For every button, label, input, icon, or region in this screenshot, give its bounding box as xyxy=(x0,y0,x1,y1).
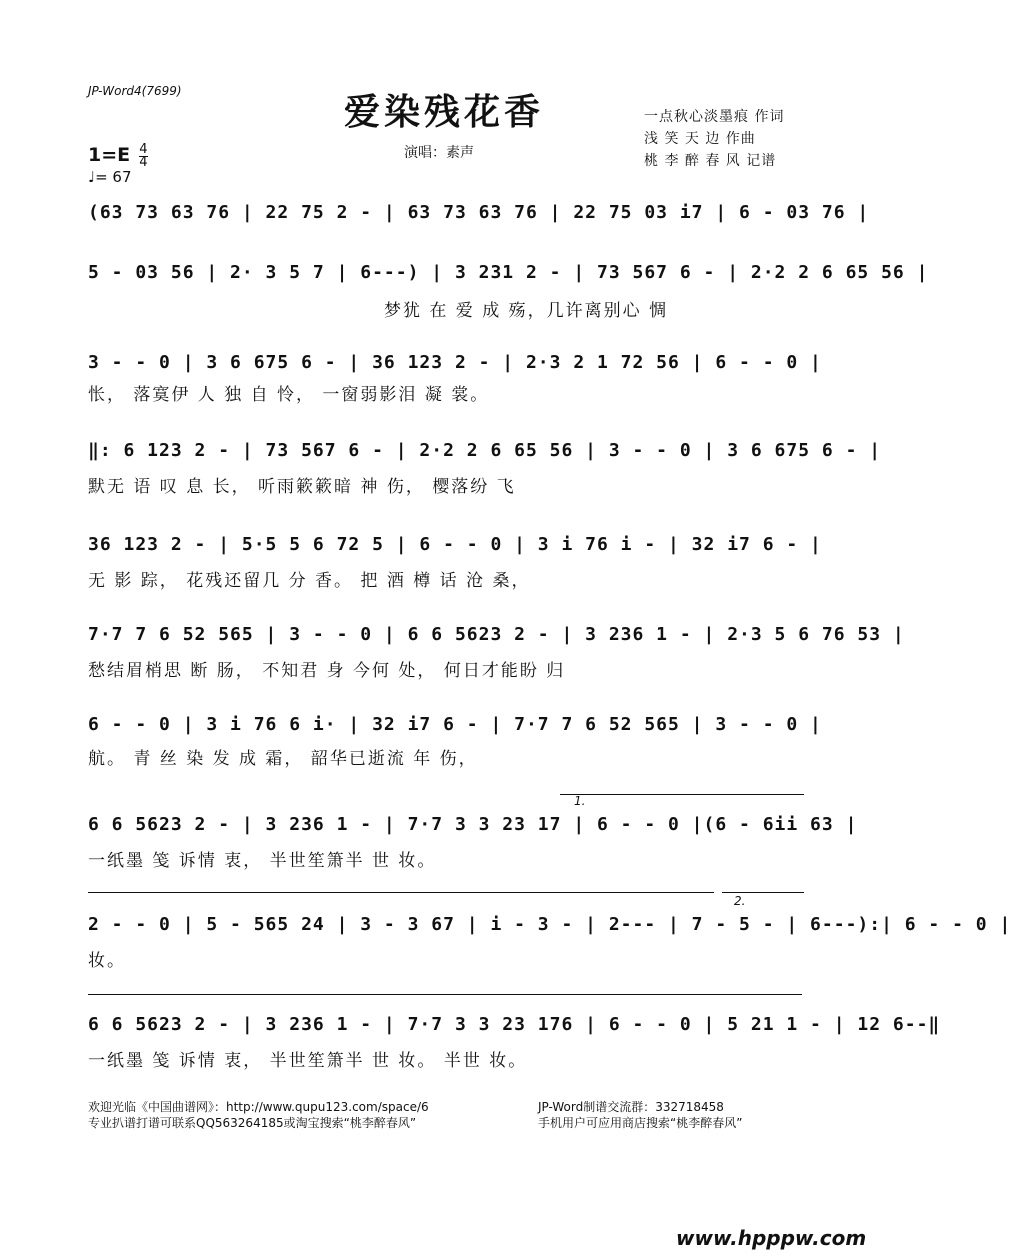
volta-1-line xyxy=(560,794,804,795)
score-system-7: 6 - - 0 | 3 i 76 6 i· | 32 i7 6 - | 7·7 7 6 52 565 | 3 - - 0 | xyxy=(88,714,822,735)
volta-1-label: 1. xyxy=(574,794,586,808)
lyrics-line-9: 妆。 xyxy=(88,951,126,971)
lyrics-line-6: 愁结眉梢思 断 肠， 不知君 身 今何 处， 何日才能盼 归 xyxy=(88,661,566,681)
singer-credit: 演唱：素声 xyxy=(404,145,474,161)
score-system-1: (63 73 63 76 | 22 75 2 - | 63 73 63 76 | 22 75 03 i7 | 6 - 03 76 | xyxy=(88,202,870,223)
song-title: 爱染残花香 xyxy=(343,91,544,133)
key-label: 1=E xyxy=(88,144,131,166)
time-top: 4 xyxy=(139,142,148,157)
score-system-10: 6 6 5623 2 - | 3 236 1 - | 7·7 3 3 23 176 | 6 - - 0 | 5 21 1 - | 12 6--‖ xyxy=(88,1014,941,1035)
lyrics-line-2: 梦犹 在 爱 成 殇，几许离别心 惆 xyxy=(384,301,669,321)
transcriber-credit: 桃 李 醉 春 风 记谱 xyxy=(644,153,777,169)
composer-credit: 浅 笑 天 边 作曲 xyxy=(644,131,756,147)
footer-group-note: JP-Word制谱交流群：332718458 xyxy=(538,1100,724,1114)
score-system-4: ‖: 6 123 2 - | 73 567 6 - | 2·2 2 6 65 56 | 3 - - 0 | 3 6 675 6 - | xyxy=(88,440,882,461)
volta-2-line xyxy=(722,892,804,893)
footer-mobile-note: 手机用户可应用商店搜索“桃李醉春风” xyxy=(538,1116,743,1130)
lyrics-line-3: 怅， 落寞伊 人 独 自 怜， 一窗弱影泪 凝 裳。 xyxy=(88,385,490,405)
volta-2-continuation xyxy=(88,994,802,995)
score-system-2: 5 - 03 56 | 2· 3 5 7 | 6---) | 3 231 2 - | 73 567 6 - | 2·2 2 6 65 56 | xyxy=(88,262,929,283)
score-system-6: 7·7 7 6 52 565 | 3 - - 0 | 6 6 5623 2 - | 3 236 1 - | 2·3 5 6 76 53 | xyxy=(88,624,905,645)
time-signature xyxy=(139,144,147,169)
lyrics-line-4: 默无 语 叹 息 长， 听雨簌簌暗 神 伤， 樱落纷 飞 xyxy=(88,477,516,497)
footer-website-note: 欢迎光临《中国曲谱网》：http://www.qupu123.com/space/6 xyxy=(88,1100,429,1114)
key-signature xyxy=(88,144,148,169)
lyrics-line-7: 航。 青 丝 染 发 成 霜， 韶华已逝流 年 伤， xyxy=(88,749,478,769)
time-bottom: 4 xyxy=(139,155,148,170)
volta-1-continuation xyxy=(88,892,714,893)
watermark-site: www.hpppw.com xyxy=(676,1226,867,1250)
lyrics-line-10: 一纸墨 笺 诉情 衷， 半世笙箫半 世 妆。 半世 妆。 xyxy=(88,1051,528,1071)
score-system-5: 36 123 2 - | 5·5 5 6 72 5 | 6 - - 0 | 3 i 76 i - | 32 i7 6 - | xyxy=(88,534,822,555)
tempo-marking: ♩= 67 xyxy=(88,168,132,186)
lyricist-credit: 一点秋心淡墨痕 作词 xyxy=(644,109,785,125)
footer-contact-note: 专业扒谱打谱可联系QQ563264185或淘宝搜索“桃李醉春风” xyxy=(88,1116,417,1130)
volta-2-label: 2. xyxy=(734,894,746,908)
software-label: JP-Word4(7699) xyxy=(88,84,182,98)
score-system-8: 6 6 5623 2 - | 3 236 1 - | 7·7 3 3 23 17 | 6 - - 0 |(6 - 6ii 63 | xyxy=(88,814,858,835)
lyrics-line-5: 无 影 踪， 花残还留几 分 香。 把 酒 樽 话 沧 桑， xyxy=(88,571,531,591)
score-system-9: 2 - - 0 | 5 - 565 24 | 3 - 3 67 | i - 3 - | 2--- | 7 - 5 - | 6---):| 6 - - 0 | xyxy=(88,914,1011,935)
lyrics-line-8: 一纸墨 笺 诉情 衷， 半世笙箫半 世 妆。 xyxy=(88,851,437,871)
score-system-3: 3 - - 0 | 3 6 675 6 - | 36 123 2 - | 2·3 2 1 72 56 | 6 - - 0 | xyxy=(88,352,822,373)
